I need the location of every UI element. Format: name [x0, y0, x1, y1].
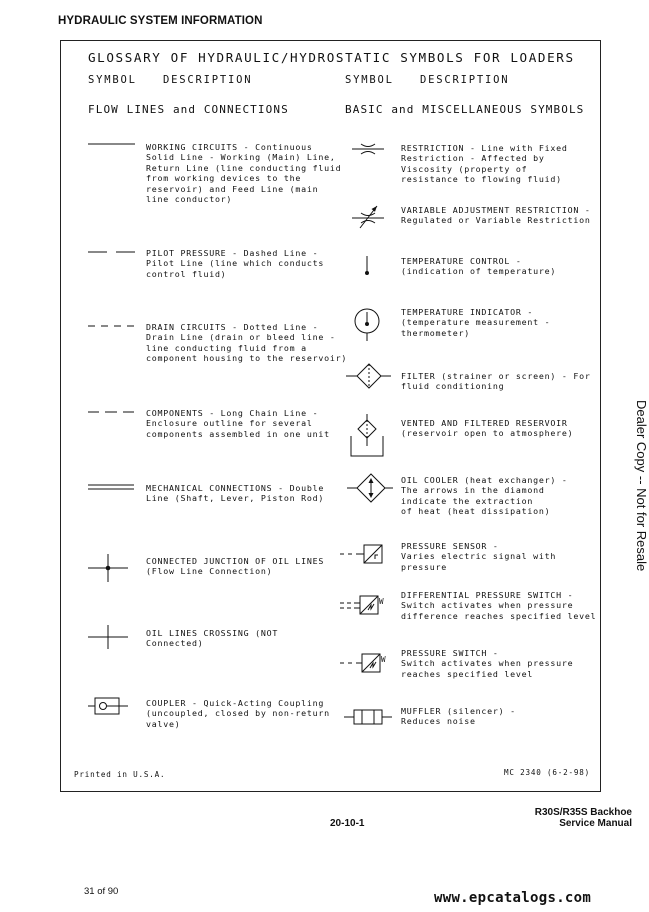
left-col-description: DESCRIPTION: [163, 74, 253, 86]
muffler-description: MUFFLER (silencer) - Reduces noise: [401, 706, 516, 727]
temperature-control-description: TEMPERATURE CONTROL - (indication of temperature): [401, 256, 557, 277]
vented-reservoir-icon: [347, 414, 387, 458]
variable-restriction-description: VARIABLE ADJUSTMENT RESTRICTION - Regulated or Variable Restriction: [401, 205, 591, 226]
filter-description: FILTER (strainer or screen) - For fluid conditioning: [401, 371, 591, 392]
left-section-heading: FLOW LINES and CONNECTIONS: [88, 103, 289, 116]
components-description: COMPONENTS - Long Chain Line - Enclosure outline for several components assembled in one unit: [146, 408, 330, 439]
pilot-pressure-description: PILOT PRESSURE - Dashed Line - Pilot Line (line which conducts control fluid): [146, 248, 325, 279]
muffler-icon: [344, 707, 394, 727]
filter-icon: [346, 363, 392, 389]
website-watermark: www.epcatalogs.com: [434, 890, 592, 906]
oil-cooler-icon: [347, 473, 393, 503]
pressure-switch-description: PRESSURE SWITCH - Switch activates when pressure reaches specified level: [401, 648, 574, 679]
restriction-description: RESTRICTION - Line with Fixed Restriction - Affected by Viscosity (property of resistance to flowing fluid): [401, 143, 568, 185]
mechanical-connections-description: MECHANICAL CONNECTIONS - Double Line (Shaft, Lever, Piston Rod): [146, 483, 325, 504]
page-header-title: HYDRAULIC SYSTEM INFORMATION: [58, 15, 263, 27]
solid-line-icon: [88, 140, 136, 150]
dashed-line-icon: [88, 248, 136, 258]
crossing-lines-icon: [88, 624, 132, 650]
pressure-switch-w-label: W: [381, 655, 387, 664]
variable-restriction-icon: [352, 203, 386, 229]
dotted-line-icon: [88, 322, 136, 332]
pressure-sensor-icon: [340, 542, 390, 566]
glossary-title: GLOSSARY OF HYDRAULIC/HYDROSTATIC SYMBOLS FOR LOADERS: [88, 50, 575, 65]
long-chain-line-icon: [88, 408, 136, 418]
temperature-control-icon: [363, 255, 373, 277]
page-counter: 31 of 90: [84, 886, 119, 897]
drain-circuits-description: DRAIN CIRCUITS - Dotted Line - Drain Line (drain or bleed line - line conducting fluid from a component housing to the reservoir): [146, 322, 348, 364]
vented-reservoir-description: VENTED AND FILTERED RESERVOIR (reservoir open to atmosphere): [401, 418, 574, 439]
coupler-description: COUPLER - Quick-Acting Coupling (uncoupled, closed by non-return valve): [146, 698, 330, 729]
connected-junction-description: CONNECTED JUNCTION OF OIL LINES (Flow Line Connection): [146, 556, 325, 577]
oil-lines-crossing-description: OIL LINES CROSSING (NOT Connected): [146, 628, 279, 649]
working-circuits-description: WORKING CIRCUITS - Continuous Solid Line - Working (Main) Line, Return Line (line conducting fluid from working devices to the reservoir) and Feed Line (main line conductor): [146, 142, 342, 205]
footer-manual: Service Manual: [559, 818, 632, 829]
temperature-indicator-description: TEMPERATURE INDICATOR - (temperature measurement - thermometer): [401, 307, 551, 338]
right-section-heading: BASIC and MISCELLANEOUS SYMBOLS: [345, 103, 585, 116]
junction-icon: [88, 552, 132, 584]
differential-pressure-switch-icon: [340, 592, 396, 618]
differential-switch-w-label: W: [379, 597, 385, 606]
side-watermark: [633, 400, 649, 600]
oil-cooler-description: OIL COOLER (heat exchanger) - The arrows in the diamond indicate the extraction of heat (heat dissipation): [401, 475, 568, 517]
printed-in-usa: Printed in U.S.A.: [74, 770, 166, 779]
double-line-icon: [88, 482, 136, 492]
pressure-switch-icon: [340, 650, 396, 676]
footer-section-number: 20-10-1: [330, 818, 365, 829]
right-col-symbol: SYMBOL: [345, 74, 394, 86]
footer-model: R30S/R35S Backhoe: [534, 807, 632, 818]
pressure-sensor-description: PRESSURE SENSOR - Varies electric signal with pressure: [401, 541, 557, 572]
coupler-icon: [88, 695, 132, 717]
restriction-icon: [352, 142, 386, 156]
right-col-description: DESCRIPTION: [420, 74, 510, 86]
left-col-symbol: SYMBOL: [88, 74, 137, 86]
differential-pressure-switch-description: DIFFERENTIAL PRESSURE SWITCH - Switch activates when pressure difference reaches specified level: [401, 590, 597, 621]
document-code: MC 2340 (6-2-98): [504, 768, 590, 777]
side-watermark-text: Dealer Copy -- Not for Resale: [634, 400, 649, 572]
temperature-indicator-icon: [353, 306, 383, 342]
